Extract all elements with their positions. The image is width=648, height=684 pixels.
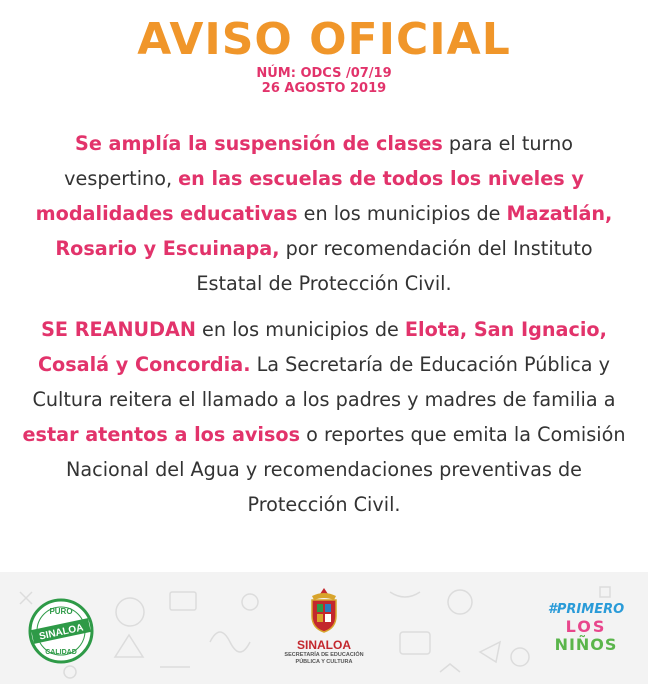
highlight-resume-municipalities: Elota, San Ignacio, Cosalá y Concordia. bbox=[37, 318, 607, 376]
footer bbox=[0, 572, 648, 684]
center-logo-line2: PÚBLICA Y CULTURA bbox=[295, 658, 353, 665]
paragraph-resumption bbox=[22, 312, 626, 522]
right-logo-line3: NIÑOS bbox=[554, 635, 618, 654]
sinaloa-sepyc-logo bbox=[274, 586, 374, 672]
text-segment: para el turno vespertino, bbox=[64, 132, 573, 190]
highlight-suspension: Se amplía la suspensión de clases bbox=[75, 132, 443, 155]
page-title: AVISO OFICIAL bbox=[137, 14, 511, 65]
state-crest-icon bbox=[304, 586, 344, 634]
highlight-schools: en las escuelas de todos los niveles y modalidades educativas bbox=[35, 167, 584, 225]
text-segment: La Secretaría de Educación Pública y Cultura reitera el llamado a los padres y madres de familia a bbox=[32, 353, 616, 411]
highlight-resume: SE REANUDAN bbox=[41, 318, 196, 341]
text-segment: por recomendación del Instituto Estatal de Protección Civil. bbox=[196, 237, 593, 295]
paragraph-suspension bbox=[22, 126, 626, 301]
text-segment: o reportes que emita la Comisión Nacional del Agua y recomendaciones preventivas de Protección Civil. bbox=[66, 423, 626, 516]
notice-meta bbox=[0, 66, 648, 96]
text-segment: en los municipios de bbox=[195, 318, 405, 341]
highlight-municipalities: Mazatlán, Rosario y Escuinapa, bbox=[55, 202, 613, 260]
highlight-attention: estar atentos a los avisos bbox=[22, 423, 301, 446]
primero-los-ninos-logo bbox=[540, 602, 632, 666]
center-logo-line1: SECRETARÍA DE EDUCACIÓN bbox=[284, 652, 364, 658]
logo-left-bottom-text: CALIDAD bbox=[45, 649, 77, 656]
center-logo-name: SINALOA bbox=[297, 638, 351, 652]
notice-number: NÚM: ODCS /07/19 bbox=[256, 66, 392, 81]
text-segment: en los municipios de bbox=[297, 202, 507, 225]
right-logo-line2: LOS bbox=[565, 617, 607, 636]
notice-date: 26 AGOSTO 2019 bbox=[261, 81, 387, 96]
logo-left-top-text: PURO bbox=[49, 607, 73, 616]
puro-sinaloa-logo-icon bbox=[28, 598, 94, 664]
logo-left-middle-text: SINALOA bbox=[38, 622, 85, 643]
right-logo-line1: #PRIMERO bbox=[547, 602, 625, 617]
